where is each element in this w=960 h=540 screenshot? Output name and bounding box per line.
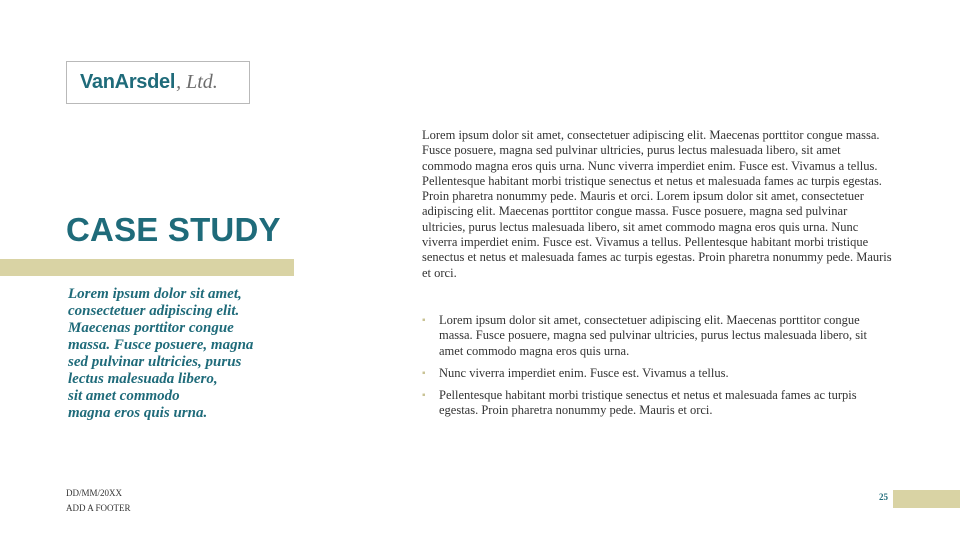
bullet-square-icon: ▪ <box>422 390 426 402</box>
body-paragraph: Lorem ipsum dolor sit amet, consectetuer adipiscing elit. Maecenas porttitor congue massa. Fusce posuere, magna sed pulvinar ultricies, purus lectus malesuada libero, sit amet commodo magna eros quis urna. Nunc viverra imperdiet enim. Fusce est. Vivamus a tellus. Pellentesque habitant morbi tristique senectus et netus et malesuada fames ac turpis egestas. Proin pharetra nonummy pede. Mauris et orci. Lorem ipsum dolor sit amet, consectetuer adipiscing elit. Maecenas porttitor congue massa. Fusce posuere, magna sed pulvinar ultricies, purus lectus malesuada libero, sit amet commodo magna eros quis urna. Nunc viverra imperdiet enim. Fusce est. Vivamus a tellus. Pellentesque habitant morbi tristique senectus et netus et malesuada fames ac turpis egestas. Proin pharetra nonummy pede. Mauris et orci. <box>422 128 892 280</box>
footer <box>66 486 131 516</box>
company-logo <box>66 61 250 104</box>
bullet-text: Pellentesque habitant morbi tristique senectus et netus et malesuada fames ac turpis egestas. Proin pharetra nonummy pede. Mauris et orci. <box>439 388 857 418</box>
footer-text: ADD A FOOTER <box>66 503 131 513</box>
bullet-square-icon: ▪ <box>422 367 426 379</box>
slide-subtitle: Lorem ipsum dolor sit amet, consectetuer adipiscing elit. Maecenas porttitor congue massa. Fusce posuere, magna sed pulvinar ultricies, purus lectus malesuada libero, sit amet commodo magna eros quis urna. <box>68 286 254 421</box>
title-accent-bar <box>0 259 294 276</box>
bullet-item <box>422 366 892 381</box>
bullet-item <box>422 313 892 359</box>
page-number-accent-bar <box>893 490 960 508</box>
bullet-text: Lorem ipsum dolor sit amet, consectetuer adipiscing elit. Maecenas porttitor congue massa. Fusce posuere, magna sed pulvinar ultricies, purus lectus malesuada libero, sit amet commodo magna eros quis urna. <box>439 313 868 358</box>
bullet-item <box>422 388 892 419</box>
bullet-list <box>422 313 892 426</box>
bullet-square-icon: ▪ <box>422 315 426 326</box>
page-number: 25 <box>879 492 888 502</box>
slide-title: CASE STUDY <box>66 211 281 248</box>
bullet-text: Nunc viverra imperdiet enim. Fusce est. Vivamus a tellus. <box>439 365 729 380</box>
footer-date: DD/MM/20XX <box>66 488 123 498</box>
logo-main-text: VanArsdel <box>80 71 176 93</box>
logo-sub-text: , Ltd. <box>176 71 218 93</box>
